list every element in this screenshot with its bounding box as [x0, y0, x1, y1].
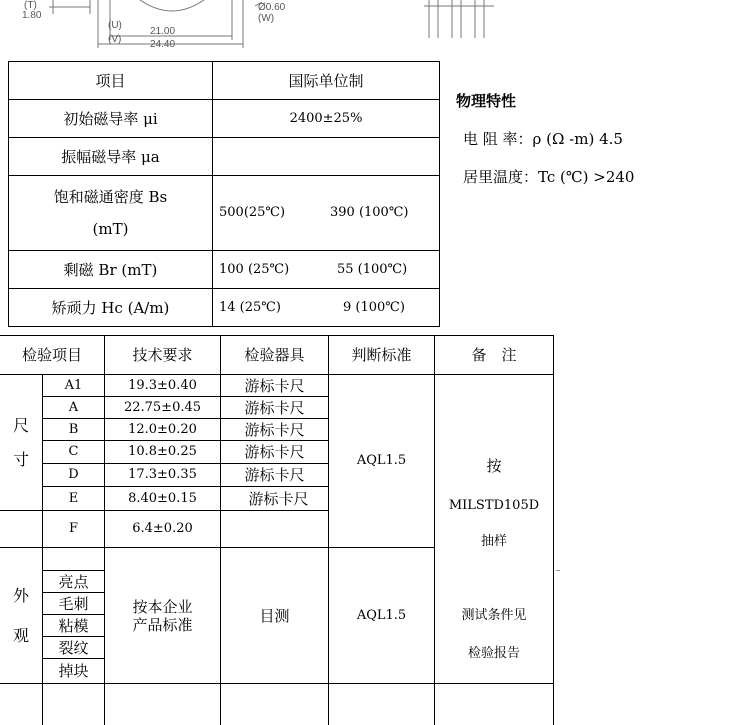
label-line2: (mT): [92, 220, 129, 238]
size-code: A1: [64, 377, 83, 393]
size-standard: AQL1.5: [356, 453, 407, 469]
dim-v-value: 24.40: [150, 39, 176, 50]
size-code: B: [68, 421, 79, 437]
size-spec: 19.3±0.40: [128, 377, 197, 393]
dim-v-label: (V): [108, 34, 122, 45]
appearance-char-2: 观: [12, 625, 29, 645]
dim-w-label: (W): [258, 13, 275, 24]
remark-line: 按: [486, 457, 502, 475]
row-saturation-flux: [9, 176, 212, 250]
appearance-spec: [105, 548, 220, 683]
dim-t-label: (T): [24, 0, 37, 11]
appearance-spec-line1: 按本企业: [132, 597, 193, 616]
size-code: E: [68, 490, 79, 506]
size-tool: 游标卡尺: [244, 443, 305, 461]
appearance-item: 粘模: [58, 616, 89, 635]
appearance-tool: 目测: [259, 606, 290, 625]
curie-temperature-text: 居里温度：Tc (℃) >240: [463, 168, 635, 186]
size-group-label: [0, 375, 42, 510]
appearance-group-label: [0, 548, 42, 683]
appearance-item: 裂纹: [58, 638, 89, 657]
appearance-spec-line2: 产品标准: [132, 615, 193, 634]
size-code: D: [68, 467, 79, 483]
row-remanence: 剩磁 Br (mT): [63, 260, 158, 279]
size-tool: 游标卡尺: [244, 420, 305, 439]
resistivity-text: 电 阻 率：ρ (Ω -m) 4.5: [463, 130, 623, 148]
size-tool: 游标卡尺: [244, 376, 305, 395]
appearance-item: 亮点: [58, 572, 89, 591]
remarks-cell: [435, 375, 553, 683]
col-header-item: 检验项目: [21, 346, 82, 364]
value-amplitude-permeability: [213, 138, 439, 175]
row-coercivity: 矫顽力 Hc (A/m): [51, 298, 170, 317]
size-code-f: F: [68, 521, 79, 537]
col-header-instrument: 检验器具: [244, 346, 305, 364]
size-spec: 22.75±0.45: [123, 399, 202, 415]
appearance-item: 掉块: [58, 662, 89, 680]
value-hc-25: 14 (25℃): [219, 299, 281, 315]
size-char-2: 寸: [12, 449, 29, 469]
value-initial-permeability: 2400±25%: [289, 110, 363, 126]
size-spec: 8.40±0.15: [128, 490, 197, 506]
size-spec: 10.8±0.25: [128, 444, 197, 460]
size-tool: 游标卡尺: [244, 398, 305, 417]
technical-drawing: [0, 0, 560, 60]
header-unit: 国际单位制: [288, 71, 364, 90]
value-bs-25: 500(25℃): [219, 205, 286, 221]
appearance-char-1: 外: [12, 586, 29, 606]
col-header-standard: 判断标准: [351, 346, 412, 364]
label: 初始磁导率 μi: [63, 109, 158, 128]
appearance-item: 毛刺: [58, 594, 89, 613]
dim-u-label: (U): [108, 20, 122, 31]
value-hc-100: 9 (100℃): [343, 299, 405, 315]
remark-line: 抽样: [480, 534, 507, 550]
size-spec: 12.0±0.20: [128, 421, 197, 437]
value-br-100: 55 (100℃): [337, 261, 408, 277]
remark-line: 检验报告: [467, 646, 520, 662]
appearance-standard: AQL1.5: [356, 607, 407, 623]
size-char-1: 尺: [12, 416, 29, 436]
size-code: C: [68, 444, 79, 460]
col-header-requirement: 技术要求: [132, 346, 193, 364]
size-spec: 17.3±0.35: [128, 467, 197, 483]
label-line1: 饱和磁通密度 Bs: [53, 188, 168, 206]
remark-line: MILSTD105D: [448, 498, 540, 514]
size-spec-f: 6.4±0.20: [132, 521, 193, 537]
size-tool: 游标卡尺: [244, 466, 305, 484]
row-initial-permeability: [9, 100, 212, 137]
row-amplitude-permeability: [9, 138, 212, 175]
dim-t-value: 1.80: [22, 10, 42, 21]
physical-title: 物理特性: [456, 92, 517, 110]
dim-u-value: 21.00: [150, 26, 176, 37]
col-header-remarks: 备 注: [471, 346, 517, 364]
value-bs-100: 390 (100℃): [330, 205, 409, 221]
size-code: A: [68, 399, 79, 415]
dim-w-value: Ø0.60: [258, 2, 286, 13]
header-item: 项目: [95, 71, 126, 90]
value-br-25: 100 (25℃): [219, 261, 290, 277]
label: 振幅磁导率 μa: [61, 147, 160, 166]
remark-line: 测试条件见: [461, 608, 527, 624]
size-tool: 游标卡尺: [248, 489, 309, 508]
